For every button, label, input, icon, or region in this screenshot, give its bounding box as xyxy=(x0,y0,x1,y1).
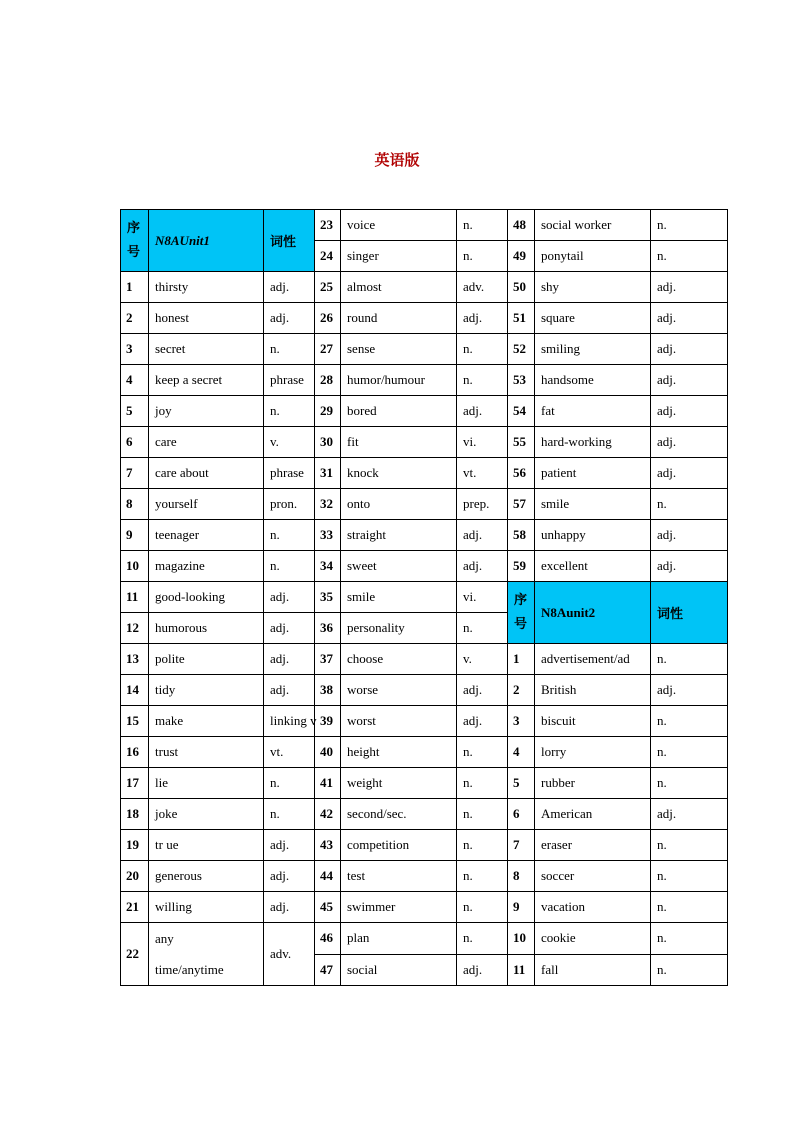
entry-pos: n. xyxy=(457,241,508,272)
entry-number: 53 xyxy=(508,365,535,396)
entry-pos: n. xyxy=(651,954,728,986)
entry-word: soccer xyxy=(535,861,651,892)
table-row xyxy=(121,365,728,396)
entry-word-line2: time/anytime xyxy=(155,962,224,977)
table-row xyxy=(121,799,728,830)
entry-number: 20 xyxy=(121,861,149,892)
entry-pos: n. xyxy=(651,737,728,768)
entry-pos: adj. xyxy=(457,675,508,706)
entry-word: competition xyxy=(341,830,457,861)
entry-word: smile xyxy=(341,582,457,613)
entry-word: good-looking xyxy=(149,582,264,613)
entry-word: unhappy xyxy=(535,520,651,551)
entry-number: 26 xyxy=(315,303,341,334)
entry-pos: n. xyxy=(651,210,728,241)
entry-pos: n. xyxy=(264,334,315,365)
entry-pos: adj. xyxy=(457,706,508,737)
vocabulary-table xyxy=(120,209,728,986)
entry-number: 25 xyxy=(315,272,341,303)
entry-number: 32 xyxy=(315,489,341,520)
entry-word: American xyxy=(535,799,651,830)
entry-word: social worker xyxy=(535,210,651,241)
entry-number: 4 xyxy=(121,365,149,396)
entry-pos: n. xyxy=(264,768,315,799)
entry-word: sense xyxy=(341,334,457,365)
entry-pos: adj. xyxy=(651,365,728,396)
entry-number: 2 xyxy=(121,303,149,334)
entry-number: 19 xyxy=(121,830,149,861)
entry-number: 14 xyxy=(121,675,149,706)
entry-pos: n. xyxy=(651,892,728,923)
entry-word-line1: any xyxy=(155,931,174,946)
entry-number: 34 xyxy=(315,551,341,582)
entry-pos: adj. xyxy=(651,551,728,582)
entry-word: excellent xyxy=(535,551,651,582)
entry-pos: n. xyxy=(264,520,315,551)
table-row xyxy=(121,210,728,241)
entry-pos: v. xyxy=(264,427,315,458)
entry-number: 13 xyxy=(121,644,149,675)
entry-number: 43 xyxy=(315,830,341,861)
table-row xyxy=(121,551,728,582)
table-row xyxy=(121,861,728,892)
entry-number: 28 xyxy=(315,365,341,396)
entry-number: 52 xyxy=(508,334,535,365)
entry-word: onto xyxy=(341,489,457,520)
entry-pos: n. xyxy=(651,706,728,737)
entry-number: 16 xyxy=(121,737,149,768)
entry-word: swimmer xyxy=(341,892,457,923)
entry-pos: adj. xyxy=(264,830,315,861)
entry-pos: n. xyxy=(457,861,508,892)
entry-pos: phrase xyxy=(264,365,315,396)
entry-pos: n. xyxy=(264,396,315,427)
entry-number: 17 xyxy=(121,768,149,799)
table-row xyxy=(121,644,728,675)
entry-pos: adj. xyxy=(457,551,508,582)
entry-pos: adv. xyxy=(457,272,508,303)
entry-word: yourself xyxy=(149,489,264,520)
entry-word: sweet xyxy=(341,551,457,582)
entry-pos: prep. xyxy=(457,489,508,520)
entry-number: 29 xyxy=(315,396,341,427)
entry-number: 48 xyxy=(508,210,535,241)
entry-number: 10 xyxy=(121,551,149,582)
entry-pos: adj. xyxy=(651,272,728,303)
entry-word: patient xyxy=(535,458,651,489)
entry-number: 8 xyxy=(508,861,535,892)
entry-pos: n. xyxy=(651,644,728,675)
entry-word: British xyxy=(535,675,651,706)
entry-word: ponytail xyxy=(535,241,651,272)
entry-word: singer xyxy=(341,241,457,272)
entry-number: 6 xyxy=(121,427,149,458)
entry-pos: vt. xyxy=(457,458,508,489)
table-row xyxy=(121,489,728,520)
entry-word: joy xyxy=(149,396,264,427)
entry-pos: n. xyxy=(264,799,315,830)
entry-pos: n. xyxy=(457,613,508,644)
table-row xyxy=(121,768,728,799)
entry-pos: n. xyxy=(651,861,728,892)
entry-pos: adj. xyxy=(457,520,508,551)
entry-word: straight xyxy=(341,520,457,551)
entry-word: hard-working xyxy=(535,427,651,458)
entry-pos: adj. xyxy=(651,334,728,365)
header-pos: 词性 xyxy=(651,582,728,644)
entry-pos: n. xyxy=(457,737,508,768)
entry-word: worst xyxy=(341,706,457,737)
entry-number: 31 xyxy=(315,458,341,489)
header-seq: 序 号 xyxy=(508,582,535,644)
entry-number: 7 xyxy=(508,830,535,861)
entry-number: 35 xyxy=(315,582,341,613)
entry-pos: n. xyxy=(457,830,508,861)
entry-number: 58 xyxy=(508,520,535,551)
entry-pos: adj. xyxy=(651,799,728,830)
entry-word: square xyxy=(535,303,651,334)
table-row xyxy=(121,582,728,613)
entry-number: 50 xyxy=(508,272,535,303)
entry-number: 5 xyxy=(121,396,149,427)
entry-number: 3 xyxy=(508,706,535,737)
entry-pos: phrase xyxy=(264,458,315,489)
entry-word: generous xyxy=(149,861,264,892)
entry-number: 38 xyxy=(315,675,341,706)
entry-number: 37 xyxy=(315,644,341,675)
entry-number: 49 xyxy=(508,241,535,272)
entry-pos: adj. xyxy=(651,520,728,551)
entry-number: 23 xyxy=(315,210,341,241)
entry-word: shy xyxy=(535,272,651,303)
entry-number: 21 xyxy=(121,892,149,923)
entry-pos: adj. xyxy=(264,892,315,923)
entry-word: fat xyxy=(535,396,651,427)
entry-number: 39 xyxy=(315,706,341,737)
entry-pos: adj. xyxy=(264,675,315,706)
header-pos: 词性 xyxy=(264,210,315,272)
entry-number: 24 xyxy=(315,241,341,272)
entry-pos: n. xyxy=(457,799,508,830)
entry-word: rubber xyxy=(535,768,651,799)
table-row xyxy=(121,272,728,303)
entry-pos: adj. xyxy=(264,613,315,644)
entry-pos: adj. xyxy=(264,582,315,613)
entry-pos: n. xyxy=(651,241,728,272)
entry-word: trust xyxy=(149,737,264,768)
entry-number: 41 xyxy=(315,768,341,799)
entry-word: handsome xyxy=(535,365,651,396)
table-row xyxy=(121,923,728,955)
entry-word: voice xyxy=(341,210,457,241)
entry-pos: adj. xyxy=(264,272,315,303)
entry-word: humorous xyxy=(149,613,264,644)
entry-number: 33 xyxy=(315,520,341,551)
entry-word: social xyxy=(341,954,457,986)
entry-pos: n. xyxy=(457,365,508,396)
entry-word: willing xyxy=(149,892,264,923)
entry-pos: n. xyxy=(457,768,508,799)
entry-pos: adj. xyxy=(651,675,728,706)
entry-word: make xyxy=(149,706,264,737)
entry-word: keep a secret xyxy=(149,365,264,396)
entry-number: 11 xyxy=(121,582,149,613)
table-row xyxy=(121,830,728,861)
entry-word: lorry xyxy=(535,737,651,768)
entry-number: 2 xyxy=(508,675,535,706)
entry-word: personality xyxy=(341,613,457,644)
entry-pos: adj. xyxy=(651,303,728,334)
entry-number: 5 xyxy=(508,768,535,799)
entry-number: 40 xyxy=(315,737,341,768)
entry-pos: vt. xyxy=(264,737,315,768)
table-row xyxy=(121,892,728,923)
entry-word: almost xyxy=(341,272,457,303)
entry-number: 42 xyxy=(315,799,341,830)
entry-word: magazine xyxy=(149,551,264,582)
entry-word: care xyxy=(149,427,264,458)
entry-number: 57 xyxy=(508,489,535,520)
entry-number: 1 xyxy=(508,644,535,675)
entry-number: 46 xyxy=(315,923,341,955)
entry-number: 11 xyxy=(508,954,535,986)
entry-word xyxy=(149,923,264,986)
entry-number: 4 xyxy=(508,737,535,768)
entry-number: 54 xyxy=(508,396,535,427)
entry-number: 9 xyxy=(121,520,149,551)
entry-word: advertisement/ad xyxy=(535,644,651,675)
entry-number: 22 xyxy=(121,923,149,986)
entry-number: 12 xyxy=(121,613,149,644)
entry-pos: adj. xyxy=(457,303,508,334)
table-row xyxy=(121,458,728,489)
entry-word: worse xyxy=(341,675,457,706)
entry-number: 9 xyxy=(508,892,535,923)
entry-pos: adj. xyxy=(651,427,728,458)
entry-number: 56 xyxy=(508,458,535,489)
entry-word: cookie xyxy=(535,923,651,955)
entry-word: tr ue xyxy=(149,830,264,861)
entry-pos: n. xyxy=(457,210,508,241)
entry-number: 1 xyxy=(121,272,149,303)
table-row xyxy=(121,520,728,551)
table-row xyxy=(121,706,728,737)
entry-word: thirsty xyxy=(149,272,264,303)
entry-pos: v. xyxy=(457,644,508,675)
entry-pos: adv. xyxy=(264,923,315,986)
entry-pos: n. xyxy=(651,830,728,861)
entry-pos: vi. xyxy=(457,427,508,458)
entry-word: smiling xyxy=(535,334,651,365)
entry-word: height xyxy=(341,737,457,768)
entry-number: 8 xyxy=(121,489,149,520)
entry-pos: adj. xyxy=(264,644,315,675)
entry-number: 27 xyxy=(315,334,341,365)
table-row xyxy=(121,396,728,427)
entry-number: 45 xyxy=(315,892,341,923)
entry-number: 30 xyxy=(315,427,341,458)
entry-pos: linking v xyxy=(264,706,315,737)
document-title: 英语版 xyxy=(374,151,420,169)
header-unit2: N8Aunit2 xyxy=(535,582,651,644)
entry-number: 3 xyxy=(121,334,149,365)
entry-word: plan xyxy=(341,923,457,955)
entry-number: 18 xyxy=(121,799,149,830)
entry-pos: adj. xyxy=(651,396,728,427)
entry-pos: n. xyxy=(457,334,508,365)
table-row xyxy=(121,675,728,706)
entry-pos: adj. xyxy=(264,861,315,892)
table-row xyxy=(121,334,728,365)
entry-word: test xyxy=(341,861,457,892)
entry-word: weight xyxy=(341,768,457,799)
entry-pos: adj. xyxy=(457,954,508,986)
entry-pos: n. xyxy=(457,892,508,923)
entry-pos: n. xyxy=(457,923,508,955)
entry-word: tidy xyxy=(149,675,264,706)
header-seq: 序 号 xyxy=(121,210,149,272)
entry-word: vacation xyxy=(535,892,651,923)
entry-word: lie xyxy=(149,768,264,799)
entry-word: round xyxy=(341,303,457,334)
entry-pos: adj. xyxy=(457,396,508,427)
entry-word: fit xyxy=(341,427,457,458)
entry-word: humor/humour xyxy=(341,365,457,396)
table-row xyxy=(121,427,728,458)
table-row xyxy=(121,737,728,768)
entry-pos: adj. xyxy=(651,458,728,489)
entry-word: polite xyxy=(149,644,264,675)
entry-number: 10 xyxy=(508,923,535,955)
entry-pos: vi. xyxy=(457,582,508,613)
entry-number: 59 xyxy=(508,551,535,582)
entry-number: 15 xyxy=(121,706,149,737)
header-unit1: N8AUnit1 xyxy=(149,210,264,272)
entry-word: fall xyxy=(535,954,651,986)
entry-number: 55 xyxy=(508,427,535,458)
entry-number: 51 xyxy=(508,303,535,334)
entry-number: 44 xyxy=(315,861,341,892)
entry-number: 7 xyxy=(121,458,149,489)
entry-word: second/sec. xyxy=(341,799,457,830)
entry-pos: adj. xyxy=(264,303,315,334)
entry-word: knock xyxy=(341,458,457,489)
entry-word: honest xyxy=(149,303,264,334)
entry-pos: n. xyxy=(651,768,728,799)
entry-word: eraser xyxy=(535,830,651,861)
table-row xyxy=(121,303,728,334)
entry-number: 47 xyxy=(315,954,341,986)
entry-word: secret xyxy=(149,334,264,365)
entry-word: teenager xyxy=(149,520,264,551)
entry-word: care about xyxy=(149,458,264,489)
entry-word: smile xyxy=(535,489,651,520)
entry-pos: n. xyxy=(264,551,315,582)
entry-word: joke xyxy=(149,799,264,830)
entry-number: 6 xyxy=(508,799,535,830)
entry-pos: pron. xyxy=(264,489,315,520)
entry-pos: n. xyxy=(651,489,728,520)
entry-word: choose xyxy=(341,644,457,675)
entry-pos: n. xyxy=(651,923,728,955)
entry-number: 36 xyxy=(315,613,341,644)
entry-word: bored xyxy=(341,396,457,427)
entry-word: biscuit xyxy=(535,706,651,737)
